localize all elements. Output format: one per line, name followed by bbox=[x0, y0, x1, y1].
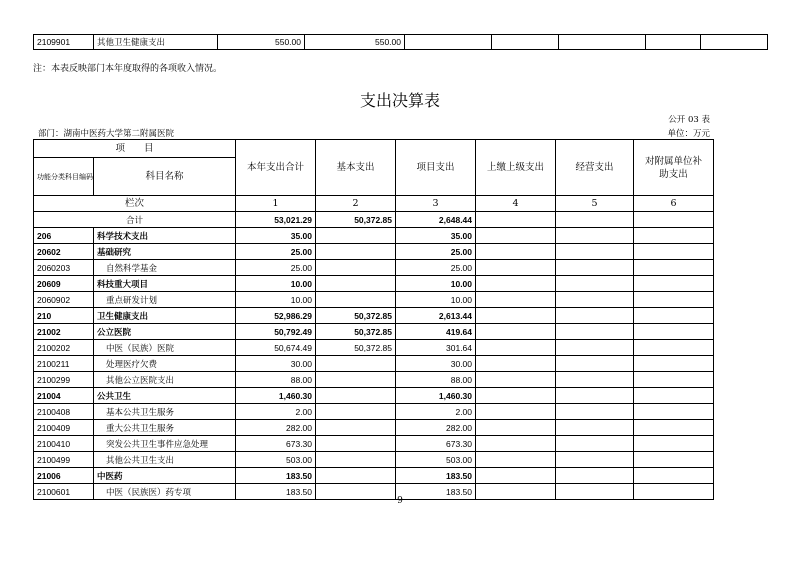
row-code: 2100410 bbox=[34, 436, 94, 452]
header-code-col: 功能分类科目编码 bbox=[34, 158, 94, 196]
row-total: 50,792.49 bbox=[236, 324, 316, 340]
sum-row bbox=[34, 212, 714, 228]
table-note: 注：本表反映部门本年度取得的各项收入情况。 bbox=[33, 64, 223, 74]
row-code: 2100499 bbox=[34, 452, 94, 468]
row-name: 其他公共卫生支出 bbox=[94, 452, 236, 468]
row-empty-cell bbox=[556, 340, 634, 356]
row-name: 基础研究 bbox=[94, 244, 236, 260]
row-code: 2100202 bbox=[34, 340, 94, 356]
row-empty-cell bbox=[476, 468, 556, 484]
page-number: 9 bbox=[397, 496, 403, 506]
lanci-3: 3 bbox=[396, 196, 476, 212]
expenditure-table bbox=[33, 139, 714, 500]
row-project: 2.00 bbox=[396, 404, 476, 420]
row-total: 35.00 bbox=[236, 228, 316, 244]
form-number: 公开 03 表 bbox=[668, 115, 710, 125]
row-total: 10.00 bbox=[236, 276, 316, 292]
row-code: 2060902 bbox=[34, 292, 94, 308]
row-basic bbox=[316, 292, 396, 308]
row-empty-cell bbox=[634, 340, 714, 356]
header-upper: 上缴上级支出 bbox=[476, 140, 556, 196]
row-empty-cell bbox=[556, 276, 634, 292]
row-name: 公立医院 bbox=[94, 324, 236, 340]
row-project: 2,613.44 bbox=[396, 308, 476, 324]
row-empty-cell bbox=[476, 404, 556, 420]
row-value-2: 550.00 bbox=[305, 35, 405, 50]
table-row bbox=[34, 356, 714, 372]
row-empty-cell bbox=[556, 260, 634, 276]
row-empty-cell bbox=[476, 436, 556, 452]
row-empty-cell bbox=[476, 276, 556, 292]
row-empty-cell bbox=[634, 324, 714, 340]
lanci-1: 1 bbox=[236, 196, 316, 212]
row-code: 2100601 bbox=[34, 484, 94, 500]
row-empty-cell bbox=[556, 420, 634, 436]
header-project: 项目支出 bbox=[396, 140, 476, 196]
row-empty-cell bbox=[476, 356, 556, 372]
row-basic bbox=[316, 388, 396, 404]
row-empty-cell bbox=[634, 356, 714, 372]
row-empty-cell bbox=[476, 260, 556, 276]
lanci-2: 2 bbox=[316, 196, 396, 212]
page-title: 支出决算表 bbox=[359, 91, 440, 110]
row-code: 206 bbox=[34, 228, 94, 244]
row-basic bbox=[316, 468, 396, 484]
table-row bbox=[34, 276, 714, 292]
row-name: 中医（民族医）药专项 bbox=[94, 484, 236, 500]
row-total: 183.50 bbox=[236, 468, 316, 484]
row-empty-cell bbox=[476, 420, 556, 436]
sum-label: 合计 bbox=[34, 212, 236, 228]
row-name: 自然科学基金 bbox=[94, 260, 236, 276]
row-empty-cell bbox=[634, 308, 714, 324]
row-total: 503.00 bbox=[236, 452, 316, 468]
row-total: 673.30 bbox=[236, 436, 316, 452]
row-code: 21006 bbox=[34, 468, 94, 484]
table-row bbox=[34, 260, 714, 276]
previous-page-row-table bbox=[33, 34, 768, 50]
row-basic: 50,372.85 bbox=[316, 324, 396, 340]
row-code: 2109901 bbox=[34, 35, 94, 50]
row-empty-cell bbox=[634, 468, 714, 484]
header-operating: 经营支出 bbox=[556, 140, 634, 196]
row-empty-cell bbox=[556, 292, 634, 308]
row-name: 突发公共卫生事件应急处理 bbox=[94, 436, 236, 452]
table-row bbox=[34, 292, 714, 308]
row-empty-cell bbox=[476, 228, 556, 244]
row-empty-cell bbox=[556, 404, 634, 420]
row-empty-cell bbox=[476, 452, 556, 468]
row-code: 2100211 bbox=[34, 356, 94, 372]
row-empty-cell bbox=[634, 228, 714, 244]
row-empty-cell bbox=[634, 244, 714, 260]
row-empty-cell bbox=[556, 468, 634, 484]
sum-basic: 50,372.85 bbox=[316, 212, 396, 228]
row-empty-cell bbox=[476, 308, 556, 324]
row-empty-cell bbox=[634, 452, 714, 468]
row-project: 35.00 bbox=[396, 228, 476, 244]
row-name: 其他公立医院支出 bbox=[94, 372, 236, 388]
row-empty-cell bbox=[634, 260, 714, 276]
row-basic bbox=[316, 276, 396, 292]
row-project: 301.64 bbox=[396, 340, 476, 356]
row-empty-cell bbox=[556, 324, 634, 340]
row-name: 公共卫生 bbox=[94, 388, 236, 404]
row-total: 2.00 bbox=[236, 404, 316, 420]
row-value-1: 550.00 bbox=[218, 35, 305, 50]
row-empty-cell bbox=[556, 228, 634, 244]
row-empty-cell bbox=[634, 420, 714, 436]
row-name: 基本公共卫生服务 bbox=[94, 404, 236, 420]
row-project: 88.00 bbox=[396, 372, 476, 388]
row-code: 20602 bbox=[34, 244, 94, 260]
row-empty-cell bbox=[476, 292, 556, 308]
lanci-label: 栏次 bbox=[34, 196, 236, 212]
row-name: 科学技术支出 bbox=[94, 228, 236, 244]
row-name: 中医（民族）医院 bbox=[94, 340, 236, 356]
row-code: 21002 bbox=[34, 324, 94, 340]
row-code: 210 bbox=[34, 308, 94, 324]
row-total: 50,674.49 bbox=[236, 340, 316, 356]
row-empty-cell bbox=[556, 452, 634, 468]
row-total: 52,986.29 bbox=[236, 308, 316, 324]
row-basic bbox=[316, 452, 396, 468]
row-basic bbox=[316, 420, 396, 436]
row-project: 183.50 bbox=[396, 484, 476, 500]
table-row bbox=[34, 228, 714, 244]
header-row bbox=[34, 140, 714, 158]
table-row bbox=[34, 372, 714, 388]
department-label: 部门：湖南中医药大学第二附属医院 bbox=[38, 129, 175, 139]
table-row bbox=[34, 244, 714, 260]
row-empty-cell bbox=[476, 372, 556, 388]
row-code: 2100408 bbox=[34, 404, 94, 420]
row-name: 重大公共卫生服务 bbox=[94, 420, 236, 436]
row-total: 25.00 bbox=[236, 260, 316, 276]
header-total: 本年支出合计 bbox=[236, 140, 316, 196]
row-empty-cell bbox=[556, 436, 634, 452]
sum-total: 53,021.29 bbox=[236, 212, 316, 228]
row-basic bbox=[316, 228, 396, 244]
row-name: 卫生健康支出 bbox=[94, 308, 236, 324]
row-basic bbox=[316, 244, 396, 260]
row-name: 其他卫生健康支出 bbox=[94, 35, 218, 50]
row-total: 88.00 bbox=[236, 372, 316, 388]
row-project: 25.00 bbox=[396, 244, 476, 260]
row-empty-cell bbox=[476, 388, 556, 404]
lanci-4: 4 bbox=[476, 196, 556, 212]
row-project: 183.50 bbox=[396, 468, 476, 484]
row-code: 20609 bbox=[34, 276, 94, 292]
row-basic bbox=[316, 404, 396, 420]
lanci-5: 5 bbox=[556, 196, 634, 212]
row-total: 282.00 bbox=[236, 420, 316, 436]
table-row bbox=[34, 420, 714, 436]
row-code: 21004 bbox=[34, 388, 94, 404]
table-row bbox=[34, 340, 714, 356]
row-empty-cell bbox=[634, 276, 714, 292]
row-total: 10.00 bbox=[236, 292, 316, 308]
row-project: 282.00 bbox=[396, 420, 476, 436]
table-row bbox=[34, 308, 714, 324]
row-empty-cell bbox=[634, 436, 714, 452]
row-project: 10.00 bbox=[396, 292, 476, 308]
row-name: 重点研发计划 bbox=[94, 292, 236, 308]
header-subsidy: 对附属单位补助支出 bbox=[634, 140, 714, 196]
header-item: 项 目 bbox=[34, 140, 236, 158]
lanci-6: 6 bbox=[634, 196, 714, 212]
row-empty-cell bbox=[556, 244, 634, 260]
table-row bbox=[34, 436, 714, 452]
row-name: 中医药 bbox=[94, 468, 236, 484]
header-basic: 基本支出 bbox=[316, 140, 396, 196]
row-empty-cell bbox=[634, 404, 714, 420]
lanci-row bbox=[34, 196, 714, 212]
row-empty-cell bbox=[556, 308, 634, 324]
row-total: 30.00 bbox=[236, 356, 316, 372]
table-row bbox=[34, 404, 714, 420]
row-code: 2060203 bbox=[34, 260, 94, 276]
row-empty-cell bbox=[556, 356, 634, 372]
table-row bbox=[34, 35, 768, 50]
row-basic bbox=[316, 356, 396, 372]
row-empty-cell bbox=[634, 292, 714, 308]
row-basic bbox=[316, 260, 396, 276]
row-empty-cell bbox=[476, 244, 556, 260]
row-total: 1,460.30 bbox=[236, 388, 316, 404]
row-project: 1,460.30 bbox=[396, 388, 476, 404]
row-basic bbox=[316, 372, 396, 388]
row-empty-cell bbox=[476, 324, 556, 340]
table-row bbox=[34, 452, 714, 468]
table-row bbox=[34, 324, 714, 340]
row-project: 673.30 bbox=[396, 436, 476, 452]
unit-label: 单位：万元 bbox=[667, 129, 710, 139]
sum-project: 2,648.44 bbox=[396, 212, 476, 228]
row-project: 419.64 bbox=[396, 324, 476, 340]
row-name: 科技重大项目 bbox=[94, 276, 236, 292]
row-project: 503.00 bbox=[396, 452, 476, 468]
row-empty-cell bbox=[556, 372, 634, 388]
row-code: 2100299 bbox=[34, 372, 94, 388]
row-name: 处理医疗欠费 bbox=[94, 356, 236, 372]
row-project: 10.00 bbox=[396, 276, 476, 292]
row-basic bbox=[316, 436, 396, 452]
row-total: 25.00 bbox=[236, 244, 316, 260]
table-row bbox=[34, 468, 714, 484]
row-empty-cell bbox=[556, 388, 634, 404]
row-basic: 50,372.85 bbox=[316, 308, 396, 324]
header-name-col: 科目名称 bbox=[94, 158, 236, 196]
row-basic: 50,372.85 bbox=[316, 340, 396, 356]
row-project: 25.00 bbox=[396, 260, 476, 276]
row-empty-cell bbox=[634, 388, 714, 404]
row-empty-cell bbox=[476, 340, 556, 356]
row-empty-cell bbox=[634, 372, 714, 388]
table-row bbox=[34, 388, 714, 404]
row-total: 183.50 bbox=[236, 484, 316, 500]
row-project: 30.00 bbox=[396, 356, 476, 372]
row-code: 2100409 bbox=[34, 420, 94, 436]
